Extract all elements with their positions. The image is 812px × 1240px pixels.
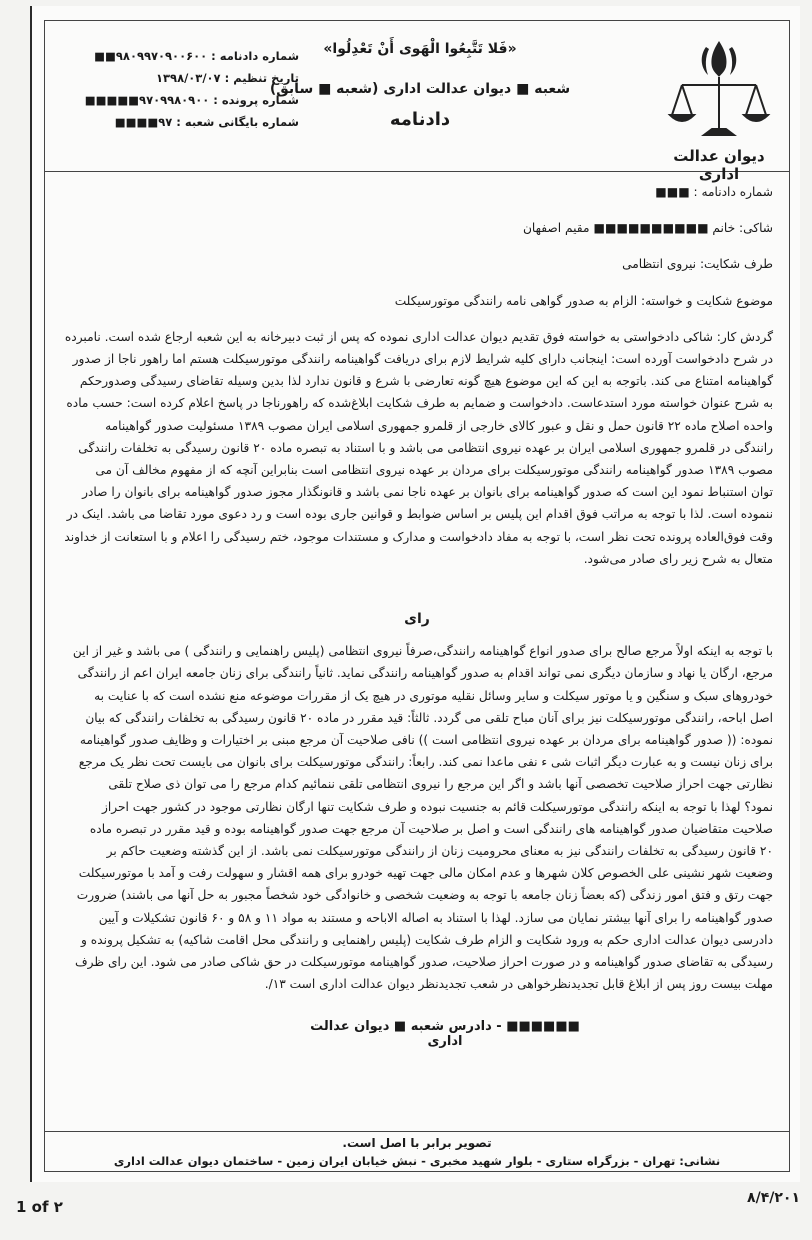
ruling-line: جهت رتق و فتق امور زندگی (که بعضاً زنان جامعه با توجه به وضعیت شخصی و خانوادگی خود شخصاً مجبور به حل آنها می باشند) ضرورت [76, 888, 773, 903]
case-flow-line: گردش کار: شاکی دادخواستی به خواسته فوق تقدیم دیوان عدالت اداری نموده که پس از ثبت دبیرخانه به این شعبه ارجاع شده است. نامبرده [64, 329, 773, 344]
ruling-line: اصل اباحه، رانندگی موتورسیکلت نیز برای آنان مباح تلقی می گردد. ثالثاً: قید مقرر در ماده ۲۰ قانون رسیدگی به تخلفات رانندگی که بیان [85, 710, 773, 725]
case-flow-line: واحده اصلاح ماده ۲۲ قانون حمل و نقل و عبور کالای خارجی از قلمرو جمهوری اسلامی ایران مصوب ۱۳۸۹ مسئولیت صدور گواهینامه [105, 418, 773, 433]
subject-line: موضوع شکایت و خواسته: الزام به صدور گواهی نامه رانندگی موتورسیکلت [394, 293, 773, 308]
ruling-line: ۲۰ قانون رسیدگی به تخلفات رانندگی نیز به معنای محرومیت زنان از رانندگی موتورسیکلت نمی باشد. از این گذشته وضعیت حاکم بر [106, 844, 773, 859]
header-center [255, 41, 585, 130]
meta-file-no: شماره پرونده : ۹۷۰۹۹۸۰۹۰۰■■■■■ [84, 93, 299, 107]
case-flow-line: وقت فوق‌العاده پرونده تحت نظر است، با توجه به مفاد دادخواست و مدارک و مستندات موجود، ختم رسیدگی را اعلام و با استعانت از خداوند [64, 529, 773, 544]
verdict-number-line: شماره دادنامه : ■■■ [655, 185, 773, 199]
document-frame [44, 20, 790, 1172]
document-title: دادنامه [389, 109, 451, 130]
case-flow-line: به شرح عنوان خواسته مورد استدعاست. دادخواست و ضمایم به طرف شکایت ابلاغ‌شده که راهورناجا در پاسخ اعلام کرده است: حسب ماده [66, 396, 773, 411]
document-footer [45, 1131, 789, 1168]
case-flow-line: گواهینامه امتناع می کند. باتوجه به این که این موضوع هیچ گونه تعارضی با شرع و قانون ندارد لذا بدین وسیله تقاضای رسیدگی وصدورحکم [79, 374, 773, 389]
court-address: نشانی: تهران - بزرگراه ستاری - بلوار شهید مخبری - نبش خیابان ایران زمین - ساختمان دیوان عدالت اداری [113, 1154, 721, 1168]
judge-signature: ■■■■■■ - دادرس شعبه ■ دیوان عدالت اداری [310, 1019, 580, 1049]
quran-verse: «فَلا تَتَّبِعُوا الْهَوى أَنْ تَعْدِلُوا» [323, 41, 517, 57]
ruling-line: برای زنان نیست و به عبارت دیگر اثبات شی ء نفی ماعدا نمی کند. رابعاً: رانندگی موتورسیکلت برای بانوان می بایست تحت نظر یک مرجع [78, 755, 773, 770]
plaintiff-line: شاکی: خانم ■■■■■■■■■■ مقیم اصفهان [522, 221, 773, 236]
meta-date: تاریخ تنظیم : ۱۳۹۸/۰۳/۰۷ [156, 71, 299, 85]
case-flow-line: رانندگی در قلمرو جمهوری اسلامی ایران بر عهده نیروی انتظامی می باشد و با استناد به تبصره ماده ۲۰ قانون رسیدگی به تخلفات رانندگی [78, 440, 773, 455]
case-flow-line: مصوب ۱۳۸۹ صدور گواهینامه رانندگی موتورسیکلت برای مردان بر عهده نیروی انتظامی است بنابراین آنچه که از مفهوم مخالف آن می [95, 463, 773, 478]
ruling-heading: رای [404, 611, 430, 628]
court-emblem [659, 35, 779, 183]
ruling-line: نموده: (( صدور گواهینامه برای مردان بر عهده نیروی انتظامی است )) نافی صلاحیت آن مرجع مبنی بر اختیارات و وظایف صدور گواهینامه [79, 733, 773, 748]
ruling-line: خودروهای سبک و سنگین و یا موتور سیکلت و سایر وسائل نقلیه موتوری در هیچ یک از مقررات موضوعه منع نشده است که با عنایت به [94, 688, 773, 703]
ruling-paragraph [61, 640, 773, 995]
certified-copy-note: تصویر برابر با اصل است. [342, 1136, 492, 1150]
meta-verdict-no: شماره دادنامه : ۹۸۰۹۹۷۰۹۰۰۶۰۰■■ [94, 49, 299, 63]
ruling-line: دادرسی دیوان عدالت اداری حکم به ورود شکایت و الزام طرف شکایت (پلیس راهنمایی و رانندگی محل اقامت شاکیه) به تشکیل پرونده و [81, 932, 773, 947]
document-header [45, 21, 789, 183]
case-flow-line: توان استنباط نمود این است که صدور گواهینامه برای بانوان بر عهده ناجا نمی باشد و قانونگذار مجوز صدور گواهینامه برای بانوان را صادر [82, 485, 773, 500]
ruling-line: مرجع، ارگان یا نهاد و سازمان دیگری نمی تواند اقدام به صدور گواهینامه رانندگی نماید. ثانیاً رانندگی برای زنان جامعه ایران اعم از رانندگی [77, 666, 773, 681]
ruling-line: رسیدگی به تقاضای صدور گواهینامه و در صورت احراز صلاحیت، صدور گواهینامه موتورسیکلت در حق شاکی صادر می شود. این رای ظرف [75, 955, 773, 970]
case-flow-line: ننموده است. لذا با توجه به مراتب فوق اقدام این پلیس بر اساس ضوابط و قوانین جاری بوده است و رد دعوی مورد تقاضا می باشد. اینک در [66, 507, 773, 522]
ruling-line: مهلت بیست روز پس از ابلاغ قابل تجدیدنظرخواهی در شعب تجدیدنظر دیوان عدالت اداری است ۱۳/. [264, 977, 773, 992]
case-flow-line: متعال به شرح زیر رای صادر می‌شود. [583, 551, 773, 566]
ruling-line: با توجه به اینکه اولاً مرجع صالح برای صدور انواع گواهینامه رانندگی،صرفاً نیروی انتظامی (پلیس راهنمایی و رانندگی ) می باشد و غیر از این [72, 644, 773, 659]
case-flow-paragraph [61, 326, 773, 570]
defendant-line: طرف شکایت: نیروی انتظامی [622, 257, 773, 272]
ruling-line: صلاحیت متقاضیان صدور گواهینامه های رانندگی است و اصل بر صلاحیت آن مرجع جهت صدور گواهینامه بوده و قید مقرر در تبصره ماده [89, 821, 773, 836]
document-sheet [30, 6, 800, 1182]
verdict-body [61, 181, 773, 996]
date-stamp: ۸/۴/۲۰۱ [747, 1190, 800, 1206]
scales-of-justice-icon [664, 35, 774, 145]
case-flow-line: در شرح دادخواست آورده است: اینجانب دارای کلیه شرایط لازم برای دریافت گواهینامه رانندگی موتورسیکلت هستم اما راهور ناجا از صدور [72, 352, 773, 367]
meta-archive-no: شماره بایگانی شعبه : ۹۷■■■■ [114, 115, 299, 129]
ruling-line: نظارتی جهت احراز صلاحیت تخصصی آنها باشد و اگر این مرجع را نیروی انتظامی تلقی ننمائیم کدام مرجع را می توان ذی صلاح تلقی [108, 777, 773, 792]
page-number: 1 of ٢ [16, 1198, 63, 1216]
ruling-line: نمود؟ لهذا با توجه به اینکه رانندگی موتورسیکلت قائم به جنسیت نبوده و طرف شکایت تنها ارگان نظارتی موجود در کشور جهت احراز [102, 799, 773, 814]
branch-line: شعبه ■ دیوان عدالت اداری (شعبه ■ سابق) [269, 81, 571, 97]
ruling-line: صدور گواهینامه را برای آنها بیشتر نمایان می سازد. لهذا با استناد به اصاله الاباحه و مستند به مواد ۱۱ و ۵۸ و ۶۰ قانون تشکیلات و آیین [98, 910, 773, 925]
court-name: دیوان عدالت اداری [673, 147, 765, 183]
ruling-line: وضعیت شهر نشینی علی الخصوص کلان شهرها و عدم امکان مالی جهت تهیه خودرو برای همه اقشار و سهولت رفت و آمد با موتورسیکلت [78, 866, 773, 881]
